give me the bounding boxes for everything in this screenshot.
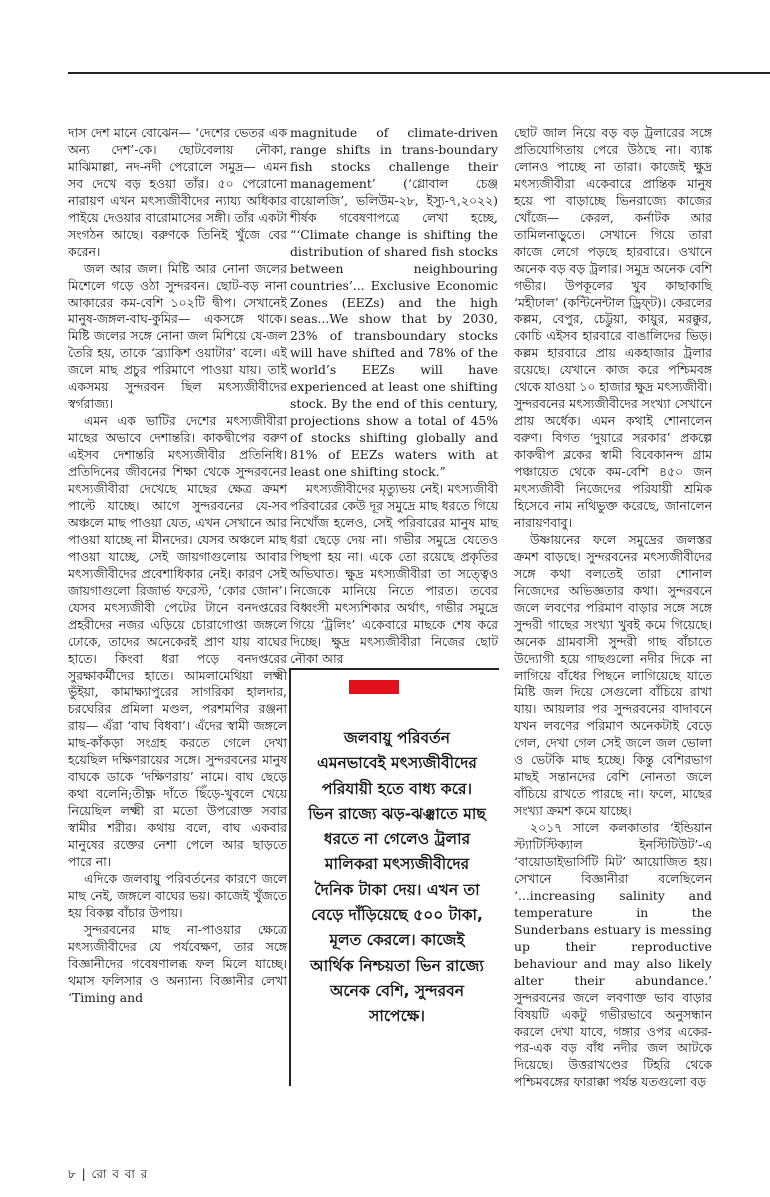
paragraph: দাস দেশ মানে বোঝেন— ‘দেশের ভেতর এক অন্য দেশ’-কে। ছোটবেলায় নৌকা, মাঝিমাল্লা, নদ-নদী পেরোলে সমুদ্র— এমন সব দেখে বড় হওয়া তাঁর। ৫০ পেরোনো নারায়ণ এখন মৎস্যজীবীদের ন্যায্য অধিকার পাইয়ে দেওয়ার বারোমাসের সঙ্গী। তাঁর একটা সংগঠন আছে। বরুণকে তিনিই খুঁজে বের করেন। — [68, 125, 287, 259]
article-column-1 — [68, 125, 287, 1007]
paragraph: মৎস্যজীবীদের মৃত্যুভয় নেই। মৎস্যজীবী পরিবারের কেউ দূর সমুদ্রে মাছ ধরতে গিয়ে নিখোঁজ হলেও, সেই পরিবারের মানুষ মাছ ধরা ছেড়ে দেয় না। গভীর সমুদ্রে যেতেও পিছপা হয় না। একে তো রয়েছে প্রকৃতির অভিঘাত। ক্ষুদ্র মৎস্যজীবীরা তা সত্ত্বেও নিজেকে মানিয়ে নিতে পারত। তবের বিধ্বংসী মৎস্যশিকার অর্থাৎ, গভীর সমুদ্রে গিয়ে ‘ট্রলিং’ একেবারে মাছকে শেষ করে দিচ্ছে। ক্ষুদ্র মৎস্যজীবীরা নিজের ছোট নৌকা আর — [290, 481, 498, 666]
pull-quote-text: জলবায়ু পরিবর্তন এমনভাবেই মৎস্যজীবীদের পরিযায়ী হতে বাধ্য করে। ভিন রাজ্যে ঝড়-ঝঞ্ঝাতে মাছ ধরতে না গেলেও ট্রলার মালিকরা মৎস্যজীবীদের দৈনিক টাকা দেয়। এখন তা বেড়ে দাঁড়িয়েছে ৫০০ টাকা, মূলত কেরলে। কাজেই আর্থিক নিশ্চয়তা ভিন রাজ্যে অনেক বেশি, সুন্দরবন সাপেক্ষে। — [308, 729, 486, 1026]
paragraph: ২০১৭ সালে কলকাতার ‘ইন্ডিয়ান স্ট্যাটিস্টিক্যাল ইনস্টিটিউট’-এ ‘বায়োডাইভার্সিটি মিট’ আয়োজিত হয়। সেখানে বিজ্ঞানীরা বলেছিলেন ‘...increasing salinity and temperature in the Sunderbans estuary is messing up their reproductive behaviour and may also likely alter their abundance.’ সুন্দরবনের জলে লবণাক্ত ভাব বাড়ার বিষয়টি একটু গভীরভাবে অনুসন্ধান করলে দেখা যাবে, গঙ্গার ওপর একের-পর-এক বড় বাঁধ নদীর জল আটকে দিয়েছে। উত্তরাখণ্ডের টিহরি থেকে পশ্চিমবঙ্গের ফারাক্কা পর্যন্ত যতগুলো বড় — [514, 820, 712, 1090]
paragraph: উষ্ণায়নের ফলে সমুদ্রের জলস্তর ক্রমশ বাড়ছে। সুন্দরবনের মৎস্যজীবীদের সঙ্গে কথা বলতেই তারা শোনাল নিজেদের অভিজ্ঞতার কথা। সুন্দরবনে জলে লবণের পরিমাণ বাড়ার সঙ্গে সঙ্গে সুন্দরী গাছের সংখ্যা খুবই কমে গিয়েছে। অনেক গ্রামবাসী সুন্দরী গাছ বাঁচাতে উদ্যোগী হয়ে গাছগুলো নদীর দিকে না লাগিয়ে বাঁধের পিছনে লাগিয়েছে যাতে মিষ্টি জল দিয়ে সেগুলো বাঁচিয়ে রাখা যায়। আয়লার পর সুন্দরবনের বাদাবনে যখন লবণের পরিমাণ অনেকটাই বেড়ে গেল, দেখা গেল সেই জলে জল ভোলা ও ভেটকি মাছ হচ্ছে। কিন্তু বেশিরভাগ মাছই সন্তানদের বেশি নোনতা জলে বাঁচিয়ে রাখতে পারছে না। ফলে, মাছের সংখ্যা ক্রমশ কমে যাচ্ছে। — [514, 531, 712, 819]
page-footer: ৮ | রো ব বা র — [68, 1167, 149, 1181]
paragraph: এমন এক ভাটির দেশের মৎস্যজীবীরা মাছের অভাবে দেশান্তরি। কাকদ্বীপের বরুণ এইসব দেশান্তরি মৎস্যজীবীর প্রতিনিধি। প্রতিদিনের জীবনের শিক্ষা থেকে সুন্দরবনের মৎস্যজীবীরা দেখেছে মাছের ক্ষেত্র ক্রমশ পাল্টে যাচ্ছে। আগে সুন্দরবনের যে-সব অঞ্চলে মাছ পাওয়া যেত, এখন সেখানে আর পাওয়া যাচ্ছে না মীনদের। যেসব অঞ্চলে মাছ পাওয়া যাচ্ছে, সেই জায়গাগুলোয় আবার মৎস্যজীবীদের প্রবেশাধিকার নেই। কারণ সেই জায়গাগুলো রিজার্ভ ফরেস্ট, ‘কোর জোন’। যেসব মৎস্যজীবী পেটের টানে বনদপ্তরের প্রহরীদের নজর এড়িয়ে চোরাগোপ্তা জঙ্গলে ঢোকে, তাদের অনেকেরই প্রাণ যায় বাঘের হাতে। কিংবা ধরা পড়ে বনদপ্তরের সুরক্ষাকর্মীদের হাতে। আমলামেথিয়া লক্ষ্মী ভুঁইয়া, কামাক্ষ্যাপুরের সাগরিকা হালদার, চরঘেরির প্রমিলা মণ্ডল, পরশমণির রঞ্জনা রায়— এঁরা ‘বাঘ বিধবা’। এঁদের স্বামী জঙ্গলে মাছ-কাঁকড়া সংগ্রহ করতে গেলে দেখা হয়েছিল দক্ষিণরায়ের সঙ্গে। সুন্দরবনের মানুষ বাঘকে ডাকে ‘দক্ষিণরায়’ নামে। বাঘ ছেড়ে কথা বলেনি;তীক্ষ্ণ দাঁতে ছিঁড়ে-খুবলে খেয়ে নিয়েছিল লক্ষ্মী রা মতো উপরোক্ত সবার স্বামীর শরীর। কথায় বলে, বাঘ একবার মানুষের রক্তের নেশা পেলে আর ছাড়তে পারে না। — [68, 413, 287, 869]
pull-quote-box — [289, 668, 499, 1086]
article-column-2 — [290, 125, 498, 668]
pull-quote-accent-bar — [349, 680, 399, 694]
paragraph: সুন্দরবনের মাছ না-পাওয়ার ক্ষেত্রে মৎস্যজীবীদের যে পর্যবেক্ষণ, তার সঙ্গে বিজ্ঞানীদের গবেষণালব্ধ ফল মিলে যাচ্ছে। থমাস ফলিসার ও অন্যান্য বিজ্ঞানীর লেখা ‘Timing and — [68, 921, 287, 1005]
paragraph: জল আর জল। মিষ্টি আর নোনা জলের মিশেলে গড়ে ওঠা সুন্দরবন। ছোট-বড় নানা আকারের কম-বেশি ১০২টি দ্বীপ। সেখানেই মানুষ-জঙ্গল-বাঘ-কুমির— একসঙ্গে থাকে। মিষ্টি জলের সঙ্গে নোনা জল মিশিয়ে যে-জল তৈরি হয়, তাকে ‘ব্র্যাকিশ ওয়াটার’ বলে। এই জলে মাছ প্রচুর পরিমাণে পাওয়া যায়। তাই একসময় সুন্দরবন ছিল মৎস্যজীবীদের স্বর্গরাজ্য। — [68, 260, 287, 412]
paragraph: ছোট জাল নিয়ে বড় বড় ট্রলারের সঙ্গে প্রতিযোগিতায় পেরে উঠছে না। ব্যাঙ্ক লোনও পাচ্ছে না তারা। কাজেই ক্ষুদ্র মৎস্যজীবীরা একেবারে প্রান্তিক মানুষ হয়ে পা বাড়াচ্ছে ভিনরাজ্যে কাজের খোঁজে— কেরল, কর্নাটক আর তামিলনাড়ুতে। সেখানে গিয়ে তারা কাজে লেগে পড়ছে হারবারে। ওখানে অনেক বড় বড় ট্রলার। সমুদ্র অনেক বেশি গভীর। উপকূলের খুব কাছাকাছি ‘মহীঢাল’ (কন্টিনেন্টাল ড্রিফ্‌ট)। কেরলের কল্লম, বেপুর, চেট্টুয়া, কায়ুর, মরক্কুর, কোচি এইসব হারবারে বাঙালিদের ভিড়। কল্লম হারবারে প্রায় একহাজার ট্রলার রয়েছে। যেখানে কাজ করে পশ্চিমবঙ্গ থেকে যাওয়া ১০ হাজার ক্ষুদ্র মৎস্যজীবী। সুন্দরবনের মৎস্যজীবীদের সংখ্যা সেখানে প্রায় অর্ধেক। এমন কথাই শোনালেন বরুণ। বিগত ‘দুয়ারে সরকার’ প্রকল্পে কাকদ্বীপ ব্লকের স্বামী বিবেকানন্দ গ্রাম পঞ্চায়েত থেকে কম-বেশি ৪৫০ জন মৎস্যজীবী নিজেদের পরিযায়ী শ্রমিক হিসেবে নাম নথিভুক্ত করেছে, জানালেন নারায়ণবাবু। — [514, 125, 712, 530]
paragraph: এদিকে জলবায়ু পরিবর্তনের কারণে জলে মাছ নেই, জঙ্গলে বাঘের ভয়। কাজেই খুঁজতে হয় বিকল্প বাঁচার উপায়। — [68, 870, 287, 920]
top-rule — [68, 72, 770, 74]
article-column-3 — [514, 125, 712, 1091]
paragraph: magnitude of climate-driven range shifts in trans-boundary fish stocks challenge their management’ (‘গ্লোবাল চেঞ্জ বায়োলজি’, ভলিউম-২৮, ইস্যু-৭,২০২২) শীর্ষক গবেষণাপত্রে লেখা হচ্ছে, “‘Climate change is shifting the distribution of shared fish stocks between neighbouring countries’... Exclusive Economic Zones (EEZs) and the high seas...We show that by 2030, 23% of transboundary stocks will have shifted and 78% of the world’s EEZs will have experienced at least one shifting stock. By the end of this century, projections show a total of 45% of stocks shifting globally and 81% of EEZs waters with at least one shifting stock.” — [290, 125, 498, 480]
